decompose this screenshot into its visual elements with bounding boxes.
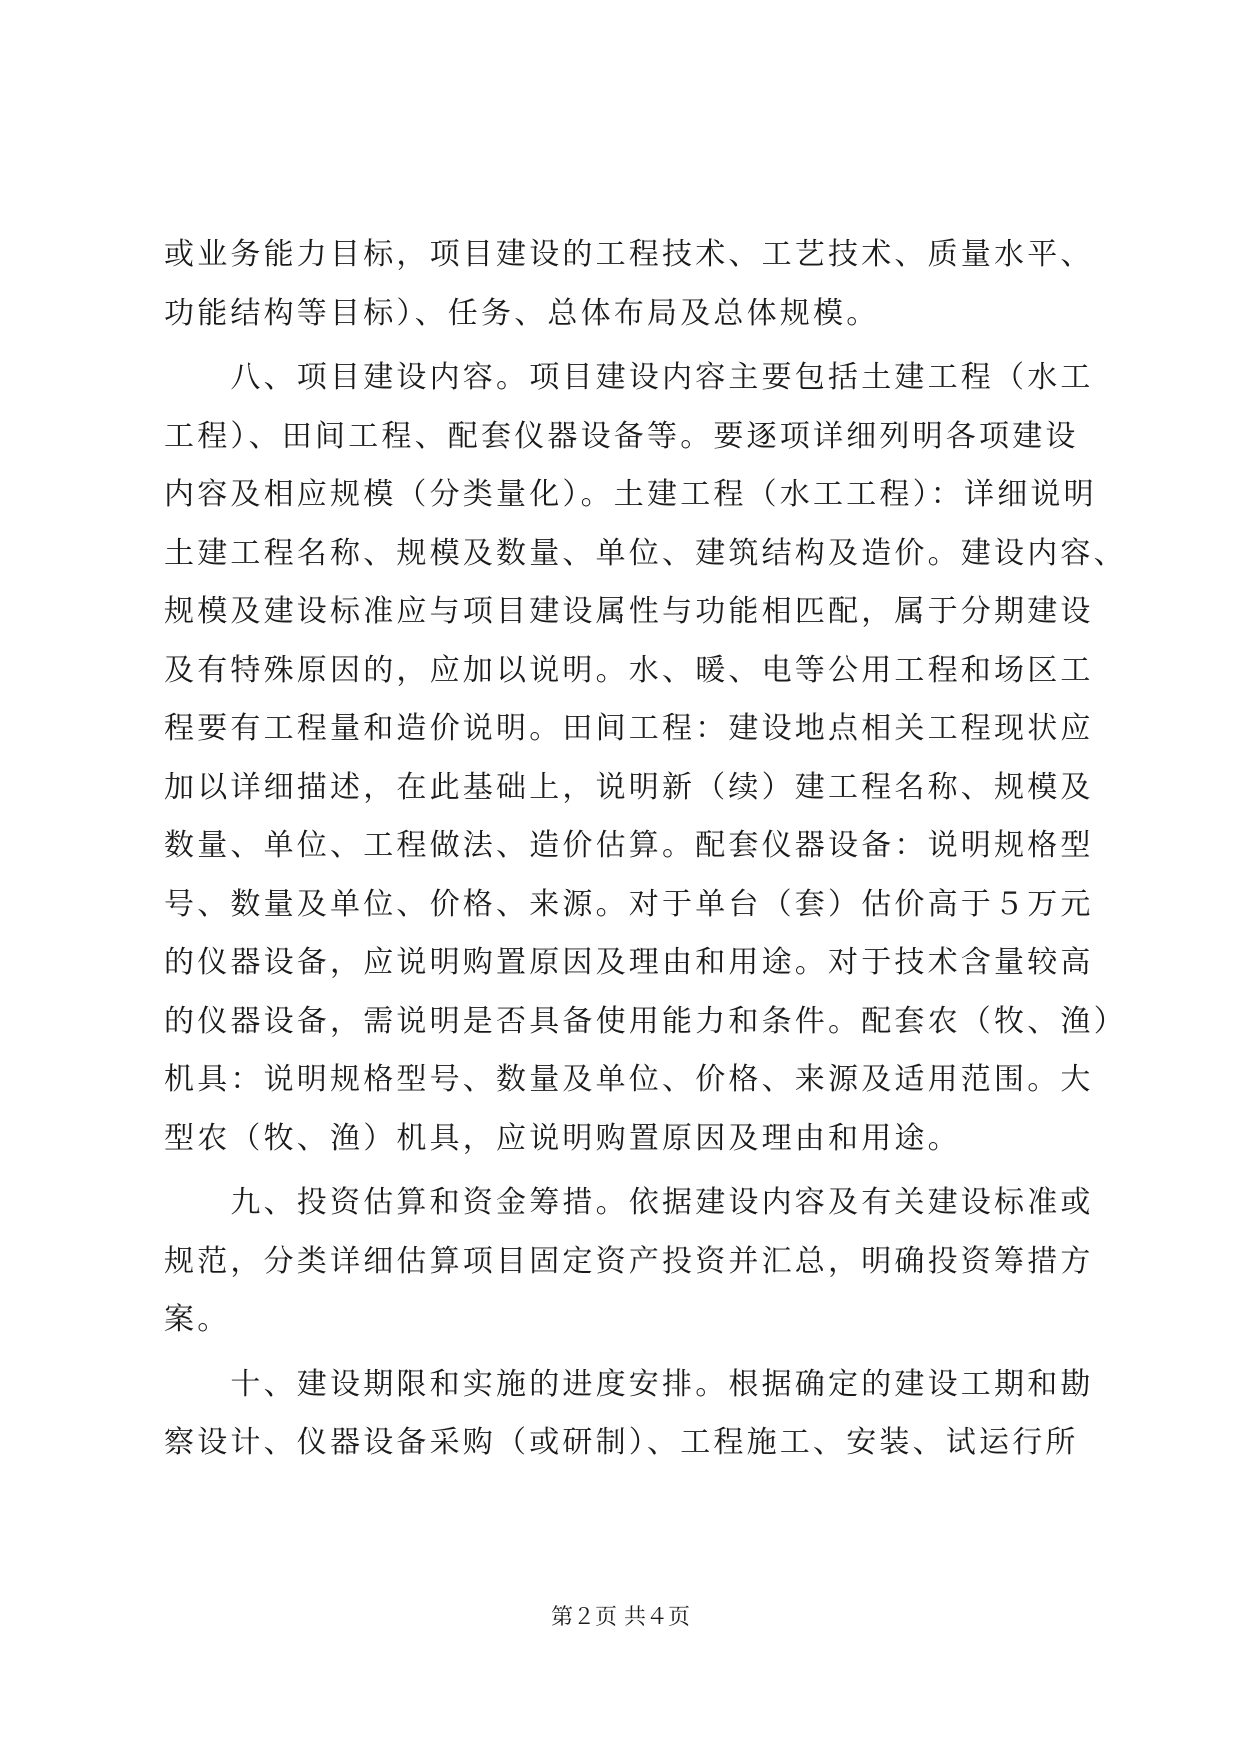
text-line: 十、建设期限和实施的进度安排。根据确定的建设工期和勘 [164,1366,1094,1402]
text-line: 工程）、田间工程、配套仪器设备等。要逐项详细列明各项建设 [164,418,1079,454]
text-line: 规范，分类详细估算项目固定资产投资并汇总，明确投资筹措方 [164,1243,1094,1279]
text-line: 号、数量及单位、价格、来源。对于单台（套）估价高于５万元 [164,886,1094,922]
paragraph-section-8 [164,349,1127,1168]
text-line: 及有特殊原因的，应加以说明。水、暖、电等公用工程和场区工 [164,652,1094,688]
paragraph-section-10 [164,1356,1094,1473]
text-line: 九、投资估算和资金筹措。依据建设内容及有关建设标准或 [164,1185,1094,1220]
text-line: 土建工程名称、规模及数量、单位、建筑结构及造价。建设内容、 [164,535,1127,571]
text-line: 程要有工程量和造价说明。田间工程：建设地点相关工程现状应 [164,711,1094,746]
text-line: 型农（牧、渔）机具，应说明购置原因及理由和用途。 [164,1120,961,1156]
text-line: 内容及相应规模（分类量化）。土建工程（水工工程）：详细说明 [164,477,1097,512]
text-line: 加以详细描述，在此基础上，说明新（续）建工程名称、规模及 [164,769,1094,805]
body-text [164,226,1127,1473]
page-footer [0,1600,1241,1631]
text-line: 的仪器设备，应说明购置原因及理由和用途。对于技术含量较高 [164,945,1094,980]
text-line: 功能结构等目标）、任务、总体布局及总体规模。 [164,295,880,331]
text-line: 案。 [164,1302,231,1337]
text-line: 八、项目建设内容。项目建设内容主要包括土建工程（水工 [164,360,1094,395]
text-line: 机具：说明规格型号、数量及单位、价格、来源及适用范围。大 [164,1062,1094,1097]
text-line: 察设计、仪器设备采购（或研制）、工程施工、安装、试运行所 [164,1425,1079,1460]
paragraph-intro [164,226,1094,343]
page-number-label: 第２页 共４页 [551,1605,690,1630]
text-line: 的仪器设备，需说明是否具备使用能力和条件。配套农（牧、渔） [164,1003,1127,1039]
paragraph-section-9 [164,1174,1094,1350]
text-line: 数量、单位、工程做法、造价估算。配套仪器设备：说明规格型 [164,828,1094,863]
text-line: 或业务能力目标，项目建设的工程技术、工艺技术、质量水平、 [164,237,1094,272]
text-line: 规模及建设标准应与项目建设属性与功能相匹配，属于分期建设 [164,594,1094,629]
